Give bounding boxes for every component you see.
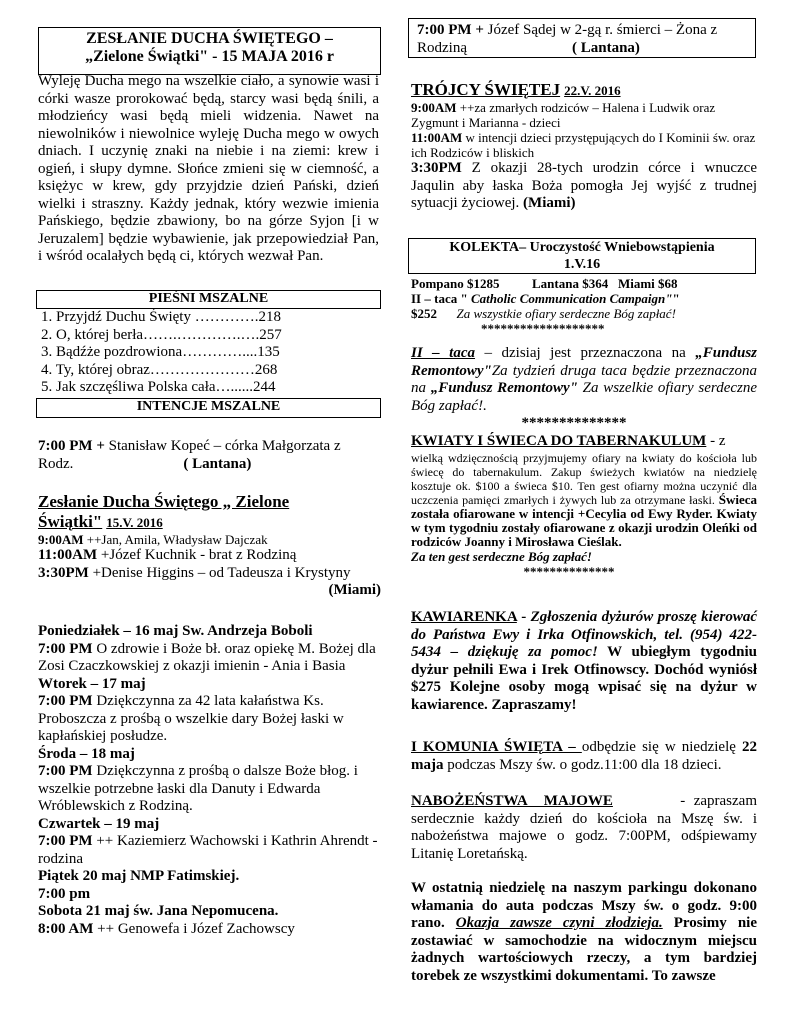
theft-text: Prosimy nie zostawiać w samochodzie na widocznym miejscu żadnych wartościowych rzeczy, a tym bardziej torebek ze wszystkimi dokumentami. To zawsze [411,915,758,984]
mass-intention: w intencji dzieci przystępujących do I Kominii św. oraz ich Rodziców i bliskich [411,130,756,160]
theft-proverb: Okazja zawsze czyni złodzieja. [455,915,663,931]
mass-time: 7:00 PM [38,763,93,779]
songs-title: PIEŚNI MSZALNE [36,290,381,309]
communion-text: odbędzie się w niedzielę [581,739,742,755]
communion-text: podczas Mszy św. o godz.11:00 dla 18 dzieci. [443,756,722,773]
saturday-mass [38,438,381,473]
top-mass-box [408,18,756,58]
mass-place: ( Lantana) [572,39,640,56]
mass-intention: O zdrowie i Boże bł. oraz opiekę M. Bożej dla Zosi Czaczkowskiej z okazji imienin - Ania i Basia [38,640,376,674]
trinity-section [411,80,757,213]
cafe-report: W ubiegłym tygodniu dyżur pełnili Ewa i Irek Otfinowscy. Dochód wyniósł $275 Kolejne osoby mogą wpisać się na dyżur w kawiarence. Zapraszamy! [411,644,757,713]
cafe-dash: - [516,609,531,625]
collection-title-box [408,238,756,274]
mass-time: 8:00 AM [38,920,94,937]
mass-intention: ++ Kaziemierz Wachowski i Kathrin Ahrendt - rodzina [38,833,378,867]
collection-thanks: Za wszystkie ofiary serdeczne Bóg zapłać! [456,306,676,321]
song-item: 2. O, której berła…….………….….257 [41,326,282,343]
pentecost-title2: Świątki" [38,512,103,531]
flowers-text: wielką wdzięcznością przyjmujemy ofiary na kwiaty do kościoła lub świecę do tabernakulum. Zakup świeżych kwiatów na niedzielę kosztuje ok. $100 a świeca $10. Ten gest ofiarny można uczynić dla uczczenia pamięci zmarłych i żywych lub za otrzymane łaski. [411,450,757,507]
mass-time: 11:00AM [38,547,98,563]
flowers-dedication: Świeca została ofiarowane w intencji +Cecylia od Ewy Ryder. Kwiaty w tym tygodniu zostały ofiarowane z okazji urodzin Oleńki od rodziców Joanny i Mirosława Cieślak. [411,491,757,549]
fund-name: „Fundusz Remontowy" [411,345,757,379]
pentecost-title: Zesłanie Ducha Świętego „ Zielone [38,492,290,511]
mass-time: 11:00AM [411,130,463,145]
mass-intention: ++ Genowefa i Józef Zachowscy [93,920,295,937]
flowers-title: KWIATY I ŚWIECA DO TABERNAKULUM [411,433,707,449]
intentions-title: INTENCJE MSZALNE [36,398,381,418]
cafe-section [411,609,757,714]
mass-intention-cont: Rodziną [417,39,467,56]
fund-section [411,345,757,433]
mass-intention: +Józef Kuchnik - brat z Rodziną [97,547,297,563]
mass-time: 3:30PM [38,564,89,581]
fund-label: II – taca [411,345,476,361]
cafe-contact: Zgłoszenia dyżurów proszę kierować do Państwa Ewy i Irka Otfinowskich, tel. (954) 422-5434 – dziękuję za pomoc! [411,609,757,660]
second-amount: $252 [411,306,437,321]
mass-place: (Miami) [328,582,381,598]
second-collection-label: II – taca " [411,291,468,306]
fund-text: Za wszelkie ofiary serdeczne Bóg zapłać!. [411,380,758,414]
weekday-heading: Czwartek – 19 maj [38,815,160,832]
pentecost-date: 15.V. 2016 [106,515,163,530]
mass-time: 7:00 PM + [417,22,484,38]
song-item: 1. Przyjdź Duchu Święty ………….218 [41,309,281,325]
cafe-title: KAWIARENKA [411,609,517,625]
fund-text: Za tydzień druga taca będzie przeznaczona na [411,362,757,396]
may-devotions-text: - zapraszam serdecznie każdy dzień do kościoła na Mszę św. i nabożeństwa majowe o godz. 7:00PM, odśpiewamy Litanię Loretańską. [411,793,761,862]
mass-intention: ++za zmarłych rodziców – Halena i Ludwik oraz Zygmunt i Marianna - dzieci [411,100,716,130]
theft-text: W ostatnią niedzielę na naszym parkingu dokonano włamania do auta podczas Mszy św. o godz. 9:00 rano. [411,880,757,931]
flowers-thanks: Za ten gest serdeczne Bóg zapłać! [411,548,592,564]
fund-text: – dzisiaj jest przeznaczona na [475,345,696,361]
mass-time: 7:00 PM [38,693,93,709]
trinity-date: 22.V. 2016 [564,83,621,98]
mass-time: 7:00 PM [38,640,93,657]
mass-place: (Miami) [523,195,576,211]
theft-notice [411,880,757,985]
collection-title: KOLEKTA– Uroczystość Wniebowstąpienia [449,240,715,255]
separator-stars: ************** [521,415,627,431]
campaign-name: Catholic Communication Campaign" [467,291,673,306]
mass-intention: Dziękczynna z prośbą o dalsze Boże błog. i wszelkie potrzebne łaski dla Danuty i Edwarda Wróblewskich z Rodziną. [38,763,358,814]
feast-header-line2: „Zielone Świątki" - 15 MAJA 2016 r [85,48,334,65]
may-devotions-title: NABOŻEŃSTWA MAJOWE [411,793,613,809]
song-item: 4. Ty, której obraz…………………268 [41,361,278,378]
feast-header-line1: ZESŁANIE DUCHA ŚWIĘTEGO – [86,30,333,47]
weekday-heading: Poniedziałek – 16 maj Sw. Andrzeja Boboli [38,623,313,639]
mass-time: 3:30PM [411,160,462,176]
mass-intention: ++Jan, Amila, Władysław Dajczak [83,532,268,547]
trinity-title: TRÓJCY ŚWIĘTEJ [411,80,561,99]
mass-intention: Dziękczynna za 42 lata kałaństwa Ks. Proboszcza z prośbą o wszelkie dary Bożej łaski w kapłańskiej posłudze. [38,693,344,744]
mass-intention: Stanisław Kopeć – córka Małgorzata z [104,438,341,454]
communion-title: I KOMUNIA ŚWIĘTA – [411,739,582,755]
mass-time: 9:00AM [411,100,457,115]
mass-intention-cont: Rodz. [38,455,74,472]
may-devotions-section [411,793,761,863]
campaign-quote: " [672,291,680,306]
mass-time: 7:00 PM [38,833,93,849]
mass-intention: Józef Sądej w 2-gą r. śmierci – Żona z [483,22,718,38]
collection-amounts [411,276,757,336]
scripture-text: Wyleję Ducha mego na wszelkie ciało, a synowie wasi i córki wasze prorokować będą, starcy wasi będą śnili, a młodzieńcy wasi będą mieli widzenia. Nawet na niewolników i niewolnice wyleję Ducha mego w owych dniach. I uczynię znaki na niebie i na ziemi: krew i ogień, i słupy dymne. Słońce zmieni się w ciemność, a księżyc w krew, gdy przyjdzie dzień Pański, dzień wielki i straszny. Każdy jednak, który wezwie imienia Pańskiego, będzie zbawiony, bo na górze Syjon [i w Jeruzalem] będzie wybawienie, jak przepowiedział Pan, i wśród ocalałych będą ci, których wezwał Pan. [38,73,379,264]
mass-time: 9:00AM [38,532,84,547]
weekday-masses [38,623,381,938]
fund-name: „Fundusz Remontowy" [430,380,578,396]
communion-section [411,739,757,774]
weekday-heading: Piątek 20 maj NMP Fatimskiej. [38,868,240,884]
songs-list [41,309,381,397]
weekday-heading: Wtorek – 17 maj [38,675,146,692]
communion-date: 22 maja [411,739,757,773]
weekday-heading: Sobota 21 maj św. Jana Nepomucena. [38,903,279,919]
song-item: 5. Jak szczęśliwa Polska cała…......244 [41,379,276,395]
separator-stars: ******************* [481,321,605,336]
song-item: 3. Bądźże pozdrowiona…………....135 [41,344,280,360]
mass-time: 7:00 PM + [38,438,105,454]
flowers-dash: - z [706,433,726,449]
collection-date: 1.V.16 [563,256,601,272]
separator-stars: ************** [523,563,615,579]
mass-place: ( Lantana) [183,455,252,472]
mass-time: 7:00 pm [38,885,91,902]
weekday-heading: Środa – 18 maj [38,745,135,762]
collection-totals: Pompano $1285 Lantana $364 Miami $68 [411,276,678,291]
flowers-section [411,433,757,579]
pentecost-section [38,492,381,600]
mass-intention: +Denise Higgins – od Tadeusza i Krystyny [88,564,351,581]
mass-intention: Z okazji 28-tych urodzin córce i wnuczce Jaqulin aby łaska Boża pomogła Jej wyjść z trudnej sytuacji życiowej. [411,160,757,211]
feast-header [38,27,381,75]
